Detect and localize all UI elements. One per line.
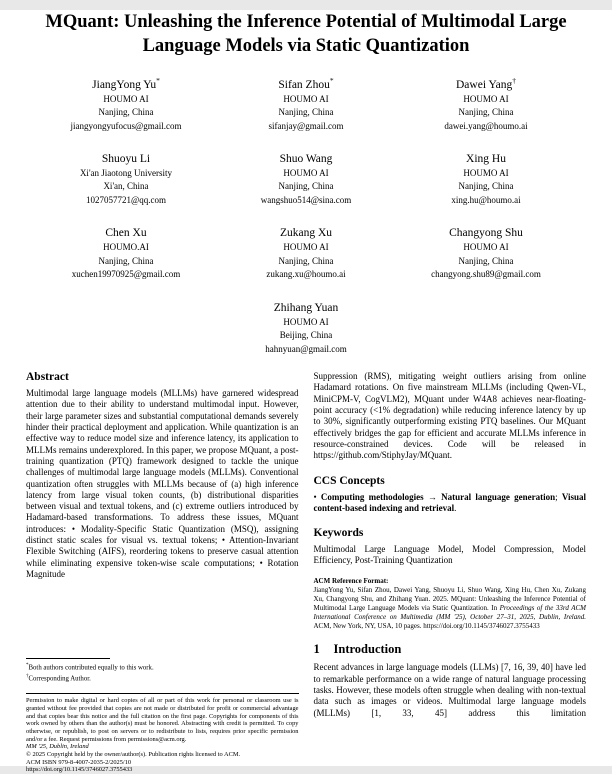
author-card xyxy=(36,148,216,207)
author-name: Zhihang Yuan xyxy=(273,301,339,314)
author-email: sifanjay@gmail.com xyxy=(268,120,344,131)
author-affiliation: HOUMO AI xyxy=(283,242,329,253)
author-name: Shuoyu Li xyxy=(101,152,151,165)
author-card xyxy=(396,74,576,133)
ccs-concept: Visual content-based indexing and retrieval xyxy=(313,491,586,513)
author-card xyxy=(216,222,396,281)
author-email: zukang.xu@houmo.ai xyxy=(266,269,346,280)
author-card xyxy=(36,297,576,356)
doi-link[interactable]: https://doi.org/10.1145/3746027.3755433 xyxy=(26,766,133,774)
author-name: Sifan Zhou* xyxy=(278,75,334,91)
acm-reference-heading: ACM Reference Format: xyxy=(313,576,389,585)
author-name: Chen Xu xyxy=(105,227,147,240)
author-card xyxy=(216,74,396,133)
footnote-rule xyxy=(26,658,110,659)
author-city: Nanjing, China xyxy=(458,255,514,266)
section-1-heading xyxy=(314,642,587,657)
author-email: jiangyongyufocus@gmail.com xyxy=(70,120,182,131)
author-affiliation: HOUMO AI xyxy=(463,167,509,178)
abstract-heading: Abstract xyxy=(26,371,69,384)
author-email: wangshuo514@sina.com xyxy=(260,194,352,205)
author-name: Changyong Shu xyxy=(449,227,523,240)
author-email: 1027057721@qq.com xyxy=(85,194,167,205)
footnote-marker: † xyxy=(512,75,516,85)
abstract-continuation: Suppression (RMS), mitigating weight outliers arising from online Hadamard rotations. On five mainstream MLLMs (including Qwen-VL, MiniCPM-V, CogVLM2), MQuant under W4A8 achieves near-floating-point accuracy (<1% degradation) while reducing inference latency by up to 30%, significantly outperforming existing PTQ baselines. Our MQuant effectively bridges the gap for efficient and accurate MLLMs inference in resource-constrained devices. Code will be released in https://github.com/StiphyJay/MQuant. xyxy=(313,371,586,461)
reference-venue-italic: Proceedings of the 33rd ACM International Conference on Multimedia (MM '25), October 27–31, 2025, Dublin, Ireland. xyxy=(313,604,587,621)
author-email: changyong.shu89@gmail.com xyxy=(431,269,541,280)
author-city: Nanjing, China xyxy=(98,107,154,118)
footnote-marker: * xyxy=(329,75,334,85)
venue-line: MM '25, Dublin, Ireland xyxy=(26,743,89,751)
right-column xyxy=(314,371,587,774)
author-block xyxy=(36,74,576,356)
first-page-footer xyxy=(26,658,299,774)
author-name: Zukang Xu xyxy=(279,227,333,240)
permission-statement: Permission to make digital or hard copies of all or part of this work for personal or classroom use is granted without fee provided that copies are not made or distributed for profit or commercial advantage and that copies bear this notice and the full citation on the first page. Copyrights for components of this work owned by others than the author(s) must be honored. Abstracting with credit is permitted. To copy otherwise, or republish, to post on servers or to redistribute to lists, requires prior specific permission and/or a fee. Request permissions from permissions@acm.org. xyxy=(26,697,299,743)
section-number: 1 xyxy=(313,642,320,657)
author-card xyxy=(36,222,216,281)
ccs-bullet: • xyxy=(313,491,321,502)
acm-reference-text: JiangYong Yu, Sifan Zhou, Dawei Yang, Shuoyu Li, Shuo Wang, Xing Hu, Chen Xu, Zukang Xu, Changyong Shu, and Zhihang Yuan. 2025. MQuant: Unleashing the Inference Potential of Multimodal Large Language Models via Static Quantization. In Proceedings of the 33rd ACM International Conference on Multimedia (MM '25), October 27–31, 2025, Dublin, Ireland. ACM, New York, NY, USA, 10 pages. https://doi.org/10.1145/3746027.3755433 xyxy=(313,586,587,630)
author-city: Xi'an, China xyxy=(103,181,149,192)
ccs-text: • Computing methodologies → Natural language generation; Visual content-based indexing and retrieval. xyxy=(313,491,586,513)
author-city: Nanjing, China xyxy=(278,181,334,192)
keywords-text: Multimodal Large Language Model, Model Compression, Model Efficiency, Post-Training Quantization xyxy=(313,544,586,566)
footnote-marker: * xyxy=(156,75,160,85)
footnote-corresponding-author: †Corresponding Author. xyxy=(26,674,91,683)
author-affiliation: HOUMO AI xyxy=(463,242,509,253)
isbn-line: ACM ISBN 979-8-4007-2035-2/2025/10 xyxy=(26,758,132,766)
intro-paragraph: Recent advances in large language models (LLMs) [7, 16, 39, 40] have led to remarkable performance on a wide range of natural language processing tasks. However, these models often struggle when dealing with non-textual data such as images or videos. Multimodal large language models (MLLMs) [1, 33, 45] address this limitation xyxy=(313,662,586,718)
title-line-1: MQuant: Unleashing the Inference Potential of Multimodal Large xyxy=(45,12,567,32)
section-title: Introduction xyxy=(333,642,402,657)
author-name: Shuo Wang xyxy=(279,152,333,165)
author-email: xuchen19970925@gmail.com xyxy=(71,269,181,280)
author-city: Nanjing, China xyxy=(458,107,514,118)
author-city: Nanjing, China xyxy=(458,181,514,192)
title-line-2: Language Models via Static Quantization xyxy=(142,36,470,57)
permission-rule xyxy=(26,693,299,694)
author-card xyxy=(396,148,576,207)
author-affiliation: HOUMO AI xyxy=(283,316,329,327)
author-affiliation: HOUMO.AI xyxy=(103,242,149,253)
author-card xyxy=(216,148,396,207)
left-column xyxy=(26,371,299,774)
author-name: Xing Hu xyxy=(466,152,506,165)
author-email: xing.hu@houmo.ai xyxy=(451,194,521,205)
author-name: Dawei Yang† xyxy=(456,75,516,91)
author-city: Beijing, China xyxy=(279,330,333,341)
author-affiliation: HOUMO AI xyxy=(103,93,149,104)
author-city: Nanjing, China xyxy=(278,107,334,118)
author-card xyxy=(36,74,216,133)
ccs-concept: Computing methodologies xyxy=(320,491,424,502)
abstract-text: Multimodal large language models (MLLMs) have garnered widespread attention due to their ability to understand multimodal input. However, their large parameter sizes and substantial computational demands severely hinder their practical deployment and application. While quantization is an effective way to reduce model size and inference latency, its application to MLLMs remains underexplored. In this paper, we propose MQuant, a post-training quantization (PTQ) framework designed to tackle the unique challenges of multimodal large language models (MLLMs). Conventional quantization often struggles with MLLMs because of (a) high inference latency from large visual token counts, (b) distributional disparities between visual and textual tokens, and (c) extreme outliers introduced by Hadamard-based transformations. To address these issues, MQuant introduces: • Modality-Specific Static Quantization (MSQ), assigning distinct static scales for visual vs. textual tokens; • Attention-Invariant Flexible Switching (AIFS), reordering tokens to preserve casual attention while eliminating expensive token-wise scale computations; • Rotation Magnitude xyxy=(26,388,299,579)
author-email: hahnyuan@gmail.com xyxy=(265,343,347,354)
author-city: Nanjing, China xyxy=(278,255,334,266)
ccs-arrow: → xyxy=(423,491,442,502)
ccs-heading: CCS Concepts xyxy=(313,474,385,487)
author-affiliation: HOUMO AI xyxy=(463,93,509,104)
two-column-body xyxy=(26,371,586,774)
author-email: dawei.yang@houmo.ai xyxy=(444,120,528,131)
paper-page xyxy=(0,10,612,774)
author-card xyxy=(396,222,576,281)
paper-title xyxy=(18,10,594,59)
copyright-line: © 2025 Copyright held by the owner/author(s). Publication rights licensed to ACM. xyxy=(26,751,241,759)
author-name: JiangYong Yu* xyxy=(92,75,160,91)
ccs-concept: Natural language generation xyxy=(441,491,556,502)
author-affiliation: HOUMO AI xyxy=(283,167,329,178)
footnote-equal-contribution: *Both authors contributed equally to this work. xyxy=(26,663,154,672)
author-city: Nanjing, China xyxy=(98,255,154,266)
author-affiliation: Xi'an Jiaotong University xyxy=(79,167,173,178)
author-affiliation: HOUMO AI xyxy=(283,93,329,104)
keywords-heading: Keywords xyxy=(313,527,364,540)
